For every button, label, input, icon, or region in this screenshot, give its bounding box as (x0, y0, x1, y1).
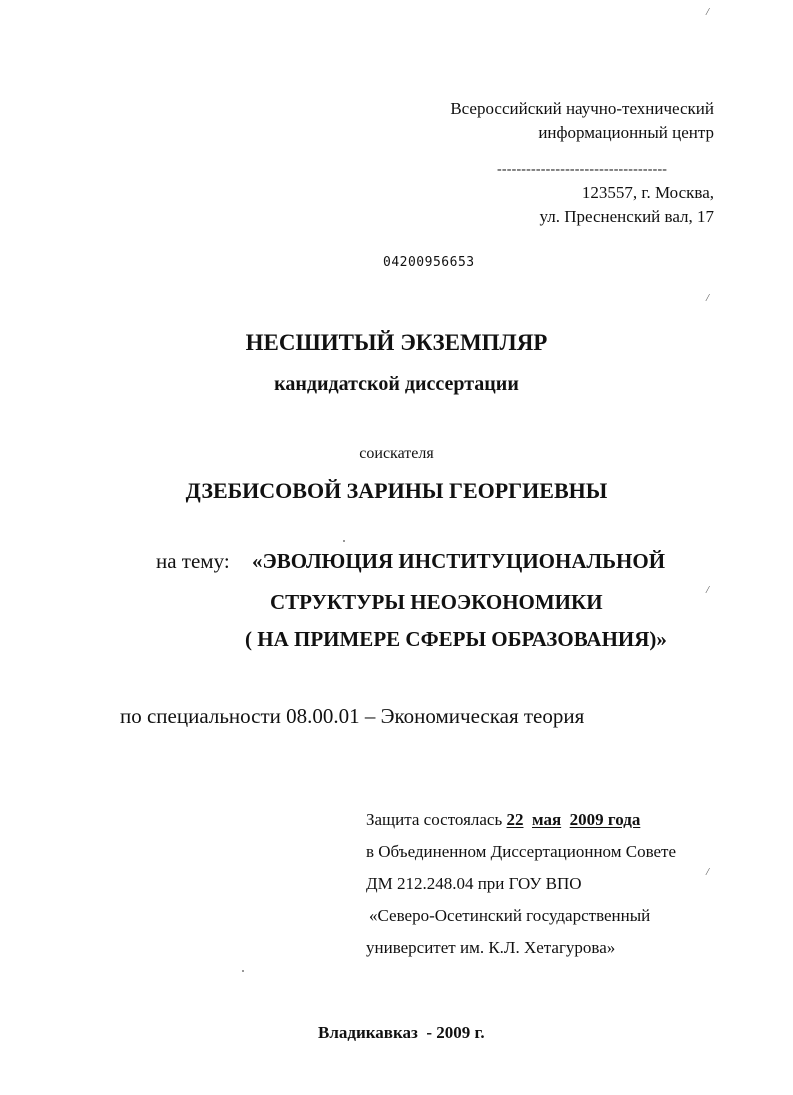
topic-line-1: «ЭВОЛЮЦИЯ ИНСТИТУЦИОНАЛЬНОЙ (252, 549, 666, 573)
defense-line-3: ДМ 212.248.04 при ГОУ ВПО (366, 874, 582, 893)
defense-line-2: в Объединенном Диссертационном Совете (366, 842, 677, 861)
scan-mark: / (706, 6, 710, 18)
document-title: НЕСШИТЫЙ ЭКЗЕМПЛЯР (245, 330, 548, 355)
defense-day: 22 (506, 810, 524, 829)
topic-line-3: ( НА ПРИМЕРЕ СФЕРЫ ОБРАЗОВАНИЯ)» (245, 627, 667, 651)
scan-dot (343, 540, 345, 542)
topic-line-2: СТРУКТУРЫ НЕОЭКОНОМИКИ (270, 590, 603, 614)
applicant-name: ДЗЕБИСОВОЙ ЗАРИНЫ ГЕОРГИЕВНЫ (185, 478, 608, 503)
city-line: 123557, г. Москва, (581, 183, 714, 202)
address-block (450, 97, 714, 145)
scan-mark: / (706, 866, 710, 878)
address-dashes: ----------------------------------- (497, 162, 668, 177)
scan-mark: / (706, 292, 710, 304)
applicant-label: соискателя (359, 445, 434, 462)
defense-month: мая (531, 810, 562, 829)
scan-mark: / (706, 584, 710, 596)
document-subtitle: кандидатской диссертации (274, 373, 519, 395)
defense-line-5: университет им. К.Л. Хетагурова» (366, 938, 616, 957)
org-line-1: Всероссийский научно-технический (450, 99, 714, 118)
defense-line-4: «Северо-Осетинский государственный (369, 906, 651, 925)
defense-block (366, 804, 676, 964)
topic-prefix: на тему: (156, 549, 230, 573)
postal-address (540, 181, 715, 229)
street-line: ул. Пресненский вал, 17 (539, 207, 714, 226)
specialty: по специальности 08.00.01 – Экономическая теория (120, 704, 585, 728)
defense-prefix: Защита состоялась (366, 810, 503, 829)
city-year-footer: Владикавказ - 2009 г. (318, 1023, 485, 1042)
defense-year: 2009 года (569, 810, 641, 829)
org-line-2: информационный центр (538, 123, 714, 142)
scan-dot (242, 970, 244, 972)
defense-line-1 (366, 804, 676, 836)
stamp-number: 04200956653 (383, 255, 475, 270)
